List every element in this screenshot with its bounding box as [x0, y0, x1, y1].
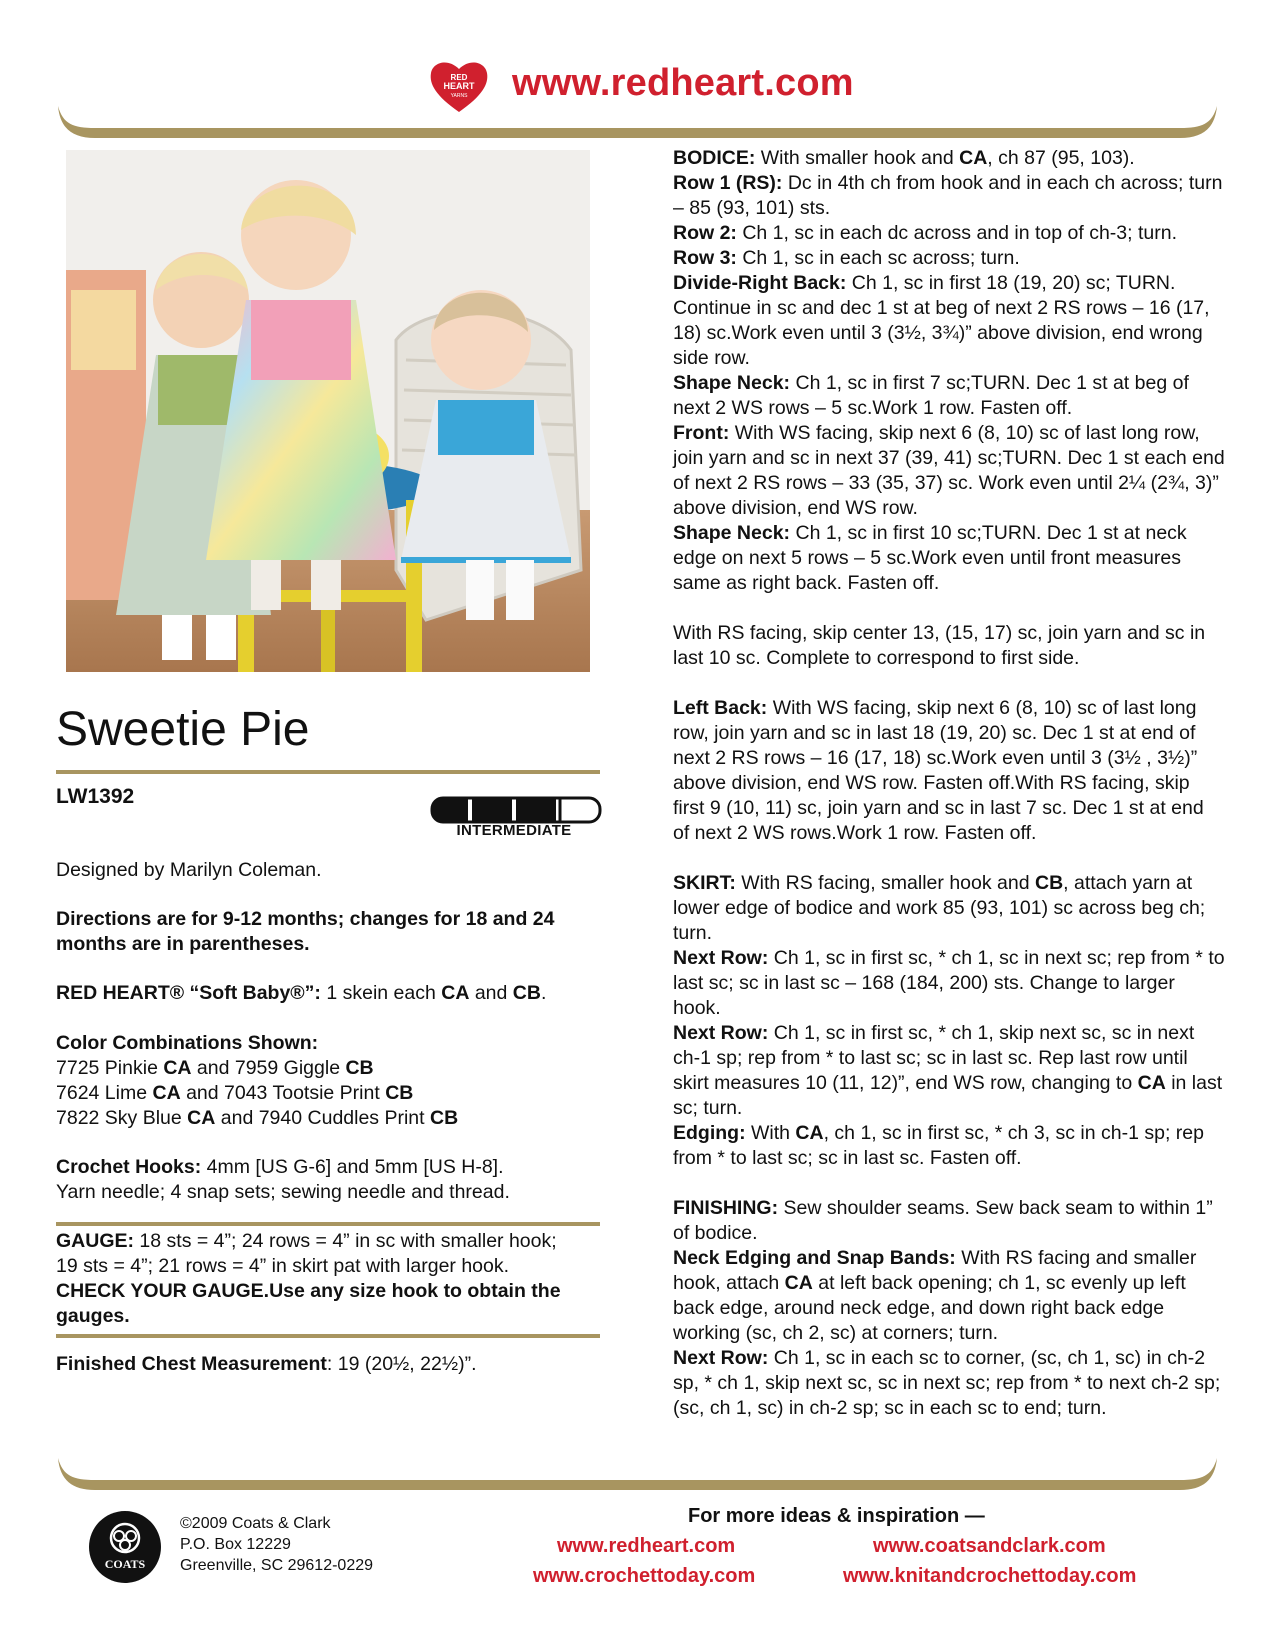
- instruction-text: Ch 1, sc in first sc, * ch 1, sc in next sc; rep from * to last sc; sc in last sc – 168 (184, 200) sts. Change to larger hook.: [673, 947, 1225, 1019]
- address-line-2: P.O. Box 12229: [180, 1536, 291, 1553]
- footer-link-crochettoday[interactable]: www.crochettoday.com: [533, 1565, 756, 1587]
- color-combo-1: 7725 Pinkie CA and 7959 Giggle CB: [56, 1057, 374, 1079]
- yarn-end: .: [540, 982, 547, 1004]
- instruction-label: Edging:: [673, 1122, 746, 1144]
- instruction-color-code: CA: [795, 1122, 824, 1144]
- finished-chest: [56, 1352, 616, 1377]
- chest-text: : 19 (20½, 22½)”.: [326, 1353, 477, 1375]
- gauge-text-2: 19 sts = 4”; 21 rows = 4” in skirt pat with larger hook.: [56, 1255, 510, 1277]
- address-line-3: Greenville, SC 29612-0229: [180, 1557, 374, 1574]
- instruction-paragraph: [673, 1196, 1225, 1246]
- instruction-label: Shape Neck:: [673, 522, 791, 544]
- instruction-label: Next Row:: [673, 1022, 769, 1044]
- footer-link-redheart[interactable]: www.redheart.com: [557, 1535, 736, 1557]
- instruction-paragraph: [673, 421, 1225, 521]
- instruction-text: Ch 1, sc in each sc to corner, (sc, ch 1, sc) in ch-2 sp, * ch 1, skip next sc, sc in next sc; rep from * to next ch-2 sp; (sc, ch 1, sc) in ch-2 sp; sc in each sc to end; turn.: [673, 1347, 1221, 1419]
- skill-level-label: INTERMEDIATE: [456, 822, 572, 839]
- yarn-color-a: CA: [441, 982, 470, 1004]
- instruction-color-code: CA: [1137, 1072, 1166, 1094]
- header-swoosh-divider: [55, 104, 1220, 144]
- instruction-paragraph: [673, 1346, 1225, 1421]
- notions-text: Yarn needle; 4 snap sets; sewing needle and thread.: [56, 1181, 510, 1203]
- instructions-column: [673, 146, 1225, 1421]
- logo-text-heart: HEART: [443, 81, 475, 91]
- instruction-label: Row 3:: [673, 247, 737, 269]
- instruction-paragraph: [673, 1246, 1225, 1346]
- color-combo-3: 7822 Sky Blue CA and 7940 Cuddles Print CB: [56, 1107, 459, 1129]
- instruction-label: Front:: [673, 422, 730, 444]
- header-url-link[interactable]: www.redheart.com: [512, 62, 854, 104]
- yarn-and: and: [469, 982, 513, 1004]
- instruction-label: Row 1 (RS):: [673, 172, 783, 194]
- paragraph-spacer: [673, 1171, 1225, 1196]
- instruction-text: Sew shoulder seams. Sew back seam to within 1” of bodice.: [673, 1197, 1213, 1244]
- instruction-paragraph: [673, 221, 1225, 246]
- instruction-paragraph: [673, 246, 1225, 271]
- footer-swoosh-divider: [55, 1456, 1220, 1496]
- address-line-1: ©2009 Coats & Clark: [180, 1515, 331, 1532]
- instruction-text: Ch 1, sc in first 18 (19, 20) sc; TURN. Continue in sc and dec 1 st at beg of next 2 RS rows – 16 (17, 18) sc.Work even until 3 (3½, 3¾)” above division, end wrong side row.: [673, 272, 1210, 369]
- instruction-text: With RS facing and smaller hook, attach: [673, 1247, 1197, 1294]
- publisher-address: [180, 1513, 373, 1576]
- instruction-label: Next Row:: [673, 1347, 769, 1369]
- yarn-color-b: CB: [512, 982, 541, 1004]
- instruction-text: With RS facing, smaller hook and: [735, 872, 1035, 894]
- gauge-label: GAUGE:: [56, 1230, 134, 1252]
- instruction-text: Ch 1, sc in first 7 sc;TURN. Dec 1 st at beg of next 2 WS rows – 5 sc.Work 1 row. Fasten off.: [673, 372, 1189, 419]
- instruction-text-continued: at left back opening; ch 1, sc evenly up left back edge, around neck edge, and down right back edge working (sc, ch 2, sc) at corners; turn.: [673, 1272, 1186, 1344]
- instruction-label: SKIRT:: [673, 872, 736, 894]
- instruction-text: With smaller hook and: [755, 147, 960, 169]
- instruction-text: Ch 1, sc in each dc across and in top of ch-3; turn.: [736, 222, 1177, 244]
- instruction-label: Next Row:: [673, 947, 769, 969]
- color-combo-2: 7624 Lime CA and 7043 Tootsie Print CB: [56, 1082, 414, 1104]
- instruction-text: With RS facing, skip center 13, (15, 17) sc, join yarn and sc in last 10 sc. Complete to correspond to first side.: [673, 622, 1206, 669]
- chest-label: Finished Chest Measurement: [56, 1353, 327, 1375]
- instruction-paragraph: [673, 871, 1225, 946]
- gauge-check: CHECK YOUR GAUGE.Use any size hook to obtain the gauges.: [56, 1280, 561, 1327]
- logo-text-red: RED: [450, 73, 468, 82]
- instruction-color-code: CA: [784, 1272, 813, 1294]
- pattern-code: LW1392: [56, 785, 135, 808]
- instruction-text: With: [745, 1122, 796, 1144]
- instruction-label: Shape Neck:: [673, 372, 791, 394]
- instruction-text-continued: in last sc; turn.: [673, 1072, 1223, 1119]
- instruction-paragraph: [673, 146, 1225, 171]
- gauge-text-1: 18 sts = 4”; 24 rows = 4” in sc with smaller hook;: [134, 1230, 557, 1252]
- paragraph-spacer: [673, 671, 1225, 696]
- pattern-title: Sweetie Pie: [56, 703, 310, 756]
- designer-credit: Designed by Marilyn Coleman.: [56, 859, 322, 881]
- instruction-paragraph: [673, 171, 1225, 221]
- color-combinations: [56, 1031, 616, 1131]
- more-ideas-heading: For more ideas & inspiration —: [688, 1505, 985, 1527]
- paragraph-spacer: [673, 596, 1225, 621]
- yarn-requirements: [56, 981, 616, 1006]
- paragraph-spacer: [673, 846, 1225, 871]
- instruction-paragraph: [673, 1021, 1225, 1121]
- instruction-text-continued: , attach yarn at lower edge of bodice and work 85 (93, 101) sc across beg ch; turn.: [673, 872, 1206, 944]
- coats-logo-text: COATS: [104, 1557, 146, 1571]
- hooks-label: Crochet Hooks:: [56, 1156, 202, 1178]
- gauge-block: [56, 1229, 616, 1329]
- gauge-bottom-divider: [56, 1334, 600, 1338]
- yarn-label: RED HEART® “Soft Baby®”:: [56, 982, 321, 1004]
- instruction-paragraph: [673, 621, 1225, 671]
- instruction-text: Ch 1, sc in first sc, * ch 1, skip next sc, sc in next ch-1 sp; rep from * to last sc; sc in last sc. Rep last row until skirt measures 10 (11, 12)”, end WS row, changing to: [673, 1022, 1195, 1094]
- footer-link-knitandcrochettoday[interactable]: www.knitandcrochettoday.com: [843, 1565, 1137, 1587]
- instruction-paragraph: [673, 946, 1225, 1021]
- instruction-paragraph: [673, 696, 1225, 846]
- instruction-label: Left Back:: [673, 697, 768, 719]
- instruction-text: Dc in 4th ch from hook and in each ch across; turn – 85 (93, 101) sts.: [673, 172, 1223, 219]
- yarn-text: 1 skein each: [320, 982, 442, 1004]
- instruction-label: Divide-Right Back:: [673, 272, 847, 294]
- instruction-color-code: CA: [959, 147, 988, 169]
- instruction-label: Row 2:: [673, 222, 737, 244]
- logo-text-yarns: YARNS: [450, 93, 468, 99]
- instruction-paragraph: [673, 271, 1225, 371]
- instruction-paragraph: [673, 371, 1225, 421]
- instruction-label: BODICE:: [673, 147, 756, 169]
- instruction-paragraph: [673, 521, 1225, 596]
- instruction-label: FINISHING:: [673, 1197, 779, 1219]
- colors-heading: Color Combinations Shown:: [56, 1032, 319, 1054]
- instruction-text-continued: , ch 1, sc in first sc, * ch 3, sc in ch-1 sp; rep from * to last sc; sc in last sc. Fasten off.: [673, 1122, 1204, 1169]
- hooks-and-notions: [56, 1155, 616, 1205]
- footer-link-coatsandclark[interactable]: www.coatsandclark.com: [873, 1535, 1106, 1557]
- instruction-paragraph: [673, 1121, 1225, 1171]
- hooks-text: 4mm [US G-6] and 5mm [US H-8].: [201, 1156, 504, 1178]
- coats-logo: [88, 1510, 162, 1584]
- instruction-text: Ch 1, sc in first 10 sc;TURN. Dec 1 st at neck edge on next 5 rows – 5 sc.Work even until front measures same as right back. Fasten off.: [673, 522, 1187, 594]
- title-divider: [56, 770, 600, 774]
- gauge-top-divider: [56, 1222, 600, 1226]
- size-directions: Directions are for 9-12 months; changes for 18 and 24 months are in parentheses.: [56, 908, 555, 955]
- instruction-label: Neck Edging and Snap Bands:: [673, 1247, 956, 1269]
- instruction-text: With WS facing, skip next 6 (8, 10) sc of last long row, join yarn and sc in last 18 (19, 20) sc. Dec 1 st at end of next 2 RS rows – 16 (17, 18) sc.Work even until 3 (3½ , 3½)” above division, end WS row. Fasten off.With RS facing, skip first 9 (10, 11) sc, join yarn and sc in last 7 sc. Dec 1 st at end of next 2 WS rows.Work 1 row. Fasten off.: [673, 697, 1204, 844]
- instruction-color-code: CB: [1034, 872, 1064, 894]
- children-photo: [66, 150, 590, 672]
- instruction-text: With WS facing, skip next 6 (8, 10) sc of last long row, join yarn and sc in next 37 (39, 41) sc;TURN. Dec 1 st each end of next 2 RS rows – 33 (35, 37) sc. Work even until 2¼ (2¾, 3)” above division, end WS row.: [673, 422, 1225, 519]
- instruction-text: Ch 1, sc in each sc across; turn.: [736, 247, 1020, 269]
- instruction-text-continued: , ch 87 (95, 103).: [987, 147, 1135, 169]
